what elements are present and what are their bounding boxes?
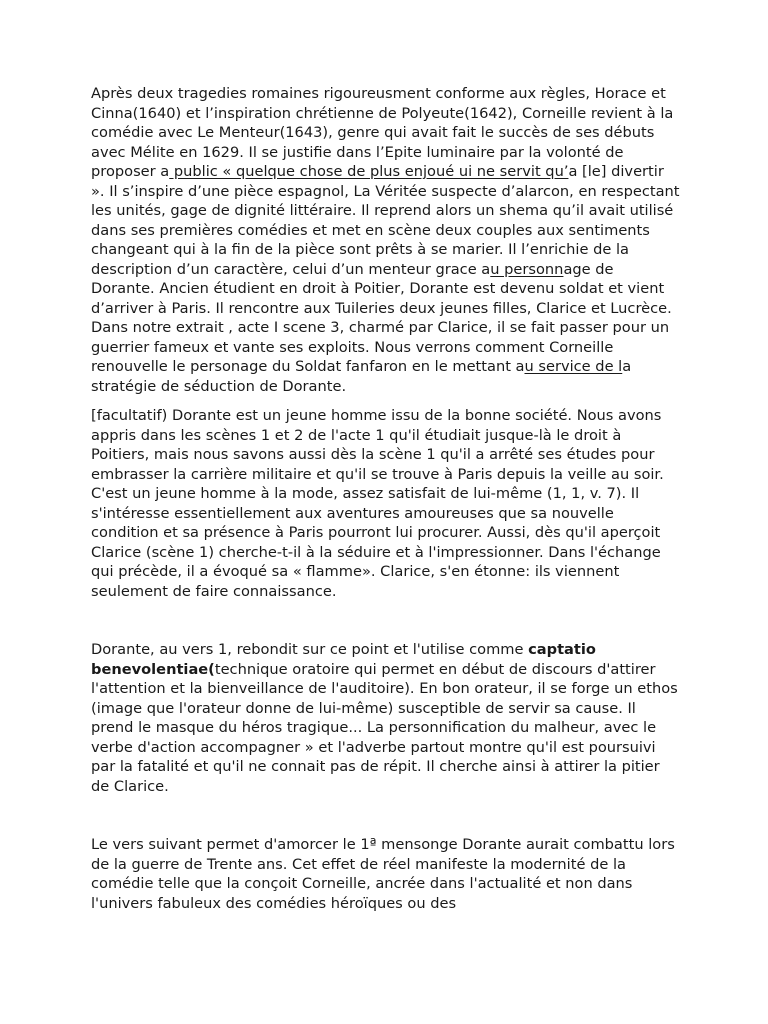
captatio-text-2: technique oratoire qui permet en début de discours d'attirer l'attention et la bienveillance de l'auditoire). En bon orateur, il se forge un ethos (image que l'orateur donne de lui-même) susceptible de servir sa cause. Il prend le masque du héros tragique... La personnification du malheur, avec le verbe d'action accompagner » et l'adverbe partout montre qu'il est poursuivi par la fatalité et qu'il ne connait pas de répit. Il cherche ainsi à attirer la pitier de Clarice. [91,660,678,795]
paragraph-introduction [91,84,681,396]
intro-underlined-1: public « quelque chose de plus enjoué ui ne servit qu’ [169,163,569,180]
paragraph-gap [91,806,681,835]
intro-text-2: a [le] divertir ». Il s’inspire d’une pièce espagnol, La Véritée suspecte d’alarcon, en respectant les unités, gage de dignité littéraire. Il reprend alors un shema qu’il avait utilisé dans ses premières comédies et met en scène deux couples aux sentiments changeant qui à la fin de la pièce sont prêts à se marier. Il l’enrichie de la description d’un caractère, celui d’un menteur grace a [91,163,680,278]
paragraph-gap [91,611,681,640]
paragraph-first-lie: Le vers suivant permet d'amorcer le 1ª mensonge Dorante aurait combattu lors de la guerre de Trente ans. Cet effet de réel manifeste la modernité de la comédie telle que la conçoit Corneille, ancrée dans l'actualité et non dans l'univers fabuleux des comédies héroïques ou des [91,836,675,912]
paragraph-optional-context: [facultatif) Dorante est un jeune homme issu de la bonne société. Nous avons appris dans les scènes 1 et 2 de l'acte 1 qu'il étudiait jusque-là le droit à Poitiers, mais nous savons aussi dès la scène 1 qu'il a arrêté ses études pour embrasser la carrière militaire et qu'il se trouve à Paris depuis la veille au soir. C'est un jeune homme à la mode, assez satisfait de lui-même (1, 1, v. 7). Il s'intéresse essentiellement aux aventures amoureuses que sa nouvelle condition et sa présence à Paris pourront lui procurer. Aussi, dès qu'il aperçoit Clarice (scène 1) cherche-t-il à la séduire et à l'impressionner. Dans l'échange qui précède, il a évoqué sa « flamme». Clarice, s'en étonne: ils viennent seulement de faire connaissance. [91,407,664,600]
captatio-text-1: Dorante, au vers 1, rebondit sur ce point et l'utilise comme [91,641,529,658]
paragraph-captatio [91,640,681,796]
intro-underlined-2: u personn [490,260,564,278]
document-body [91,84,681,923]
intro-text-1: Après deux tragedies romaines rigoureusment conforme aux règles, Horace et Cinna(1640) et l’inspiration chrétienne de Polyeute(1642), Corneille revient à la comédie avec Le Menteur(1643), genre qui avait fait le succès de ses débuts avec Mélite en 1629. Il se justifie dans l’Epite luminaire par la volonté de proposer a [91,85,674,180]
intro-text-4: a stratégie de séduction de Dorante. [91,358,632,395]
captatio-bold-term: captatio benevolentiae( [91,641,596,678]
intro-text-3: age de Dorante. Ancien étudient en droit à Poitier, Dorante est devenu soldat et vient d’arriver à Paris. Il rencontre aux Tuileries deux jeunes filles, Clarice et Lucrèce. Dans notre extrait , acte I scene 3, charmé par Clarice, il se fait passer pour un guerrier fameux et vante ses exploits. Nous verrons comment Corneille renouvelle le personage du Soldat fanfaron en le mettant a [91,260,672,375]
intro-underlined-3: u service de l [524,358,623,375]
